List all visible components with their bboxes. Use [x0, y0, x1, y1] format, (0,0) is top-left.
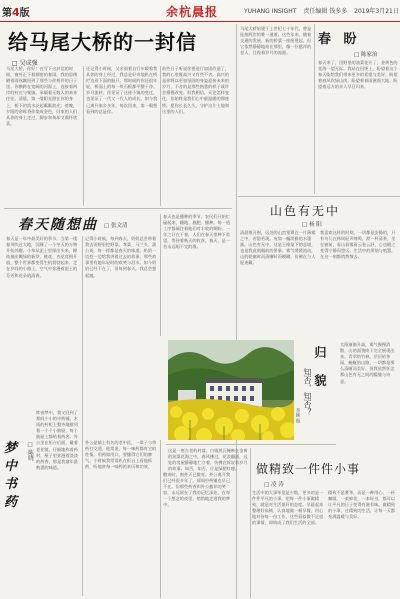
page-prefix: 第 [2, 8, 12, 19]
page-suffix: 版 [19, 8, 30, 19]
main-headline: 给马尾大桥的一封信 [8, 30, 197, 54]
caption-subtitle: 知否，知否？ [303, 368, 312, 416]
main-byline: □ 吴成强 [12, 60, 38, 67]
issue-date: 2019年3月21日 [354, 8, 399, 15]
village-canola-photo [168, 340, 294, 440]
right-top-text: 马尾大桥始建于上世纪七十年代，曾是连接两岸的唯一通道。这些年来，随着交通的发展，新的桥梁一座座建起，但它依然静静地站在那里，像一位慈祥的老人，注视着岁月的流逝。 [240, 26, 312, 56]
main-article-col-1: 马尾大桥，你好！在写下这封信的时候，窗外正下着细密的春雨，我的思绪随着雨丝飘回到了那些与你相伴的日子里。你横跨在宽阔的河面上，连接着两岸的村庄与集镇，承载着无数人的来来往往。清晨，第一缕阳光照在你的身上，桥下的流水泛起粼粼波光；傍晚，夕阳的余晖将你染成金色，归家的人们从你的身上走过，脚步匆匆却又满怀欣喜。 [6, 66, 78, 126]
zuojingzhi-col-1: 生活中的大事毕竟是少数，更多的是一件件平凡的小事。把每一件小事做精致，就是对生活最好的态度。早晨起来整理好床铺，认真地做一顿早餐，用心地对待每一份工作，这些看似微不足道的事情，却构成了我们生活的全部。 [252, 490, 324, 526]
main-article-col-2: 还记得小时候，父亲骑着自行车载着我从你的身上经过，我总是好奇地趴在桥栏边看下面的船只。那时候的你还很年轻，桥面上的每一块石板都平整干净。岁月流转，你见证了这座小镇的变迁，也见证了一代又一代人的成长。如今我已离开家乡多年，每次回来，第一眼想看到的总是你。 [86, 66, 158, 114]
zuojingzhi-author: □ 凌 涛 [264, 482, 284, 488]
header-meta [244, 6, 400, 15]
main-article-col-3: 前些日子听说你要进行加固改造了，我的心里既高兴又有些不舍。高兴的是你将以更加坚固的身姿迎接未来的岁月，不舍的是那些熟悉的样子或许会慢慢改变。但我相信，无论怎样变化，你始终是我们心中最温暖的那座桥。愿你长长久久，守护这片土地和这里的人们。 [162, 66, 230, 114]
chunpan-title: 春 盼 [318, 32, 361, 47]
dream-col-1: 昨夜梦中，我又回到了那间小小的中药铺。木质的药柜上整齐地排列着一个个小抽屉，每个抽屉上都贴着药名。外公坐在柜台后面，戴着老花镜，仔细地称着药材。屋子里弥漫着淡淡的药香，那是我童年最熟悉的味道。 [36, 410, 78, 470]
editor-credit: 责任编辑 钱多多 [303, 8, 348, 15]
chunpan-text: 春天来了，田野里的油菜花开了，金黄色的花海一望无际。我站在田埂上，盼望着这个春天能给我们带来更多的希望与美好。盼望着春风吹绿山岗，盼望着春雨滋润大地，盼望着远方的亲人早日归来。 [318, 60, 398, 90]
zuojingzhi-title: 做精致一件件小事 [256, 462, 361, 476]
shanse-col-3: 太阳渐渐升高，雾气慢慢消散，山的面貌终于完全展现出来。青翠的竹林，层层的茶园，蜿蜒的山路，一切都是那么清晰而美好。但我依然怀念那山色有无之间的朦胧与诗意。 [340, 342, 395, 384]
spring-title: 春天随想曲 [18, 217, 98, 233]
zuojingzhi-col-2: 精致不是奢华，而是一种用心。一杯咖啡，一束鲜花，一本好书，都可以让平凡的日子变得有滋有味。做精致的小事，过精致的生活，让每一天都充满温暖与美好。 [328, 490, 396, 520]
chunpan-author: □ 陈家治 [354, 52, 378, 58]
dream-col-3: 醒来时，窗外天已微亮。外公离开我们已经很多年了，那间中药铺也早已不在。但那些药香和外公慈祥的笑容，永远留在了我的记忆深处，在每一个想念的夜里，悄悄地走进我的梦中。 [163, 472, 231, 508]
shanse-col-1: 清晨推开窗，远处的山峦笼罩在一片薄雾之中，若隐若现，宛如一幅淡雅的水墨画。山色有无中，这是王维笔下的意境，也是我此刻眼前的景象。雾气缓缓流动，山的轮廓时而清晰时而模糊，仿佛在与人捉迷藏。 [240, 230, 316, 266]
spring-col-1: 春天是一年中最美好的季节。当第一缕春风吹过大地，沉睡了一个冬天的万物开始苏醒。小草从泥土里探出头来，柳枝抽出嫩绿的新芽，桃花、杏花竞相开放，整个世界都变得生机勃勃起来。走在乡间的小路上，空气中弥漫着泥土的芬芳和花朵的清香。 [6, 236, 78, 278]
page-header [0, 0, 400, 22]
spring-col-3: 春天也是播种的季节。农民们开始忙碌起来，翻地、施肥、播种，每一道工序都倾注着他们对丰收的期盼。一年之计在于春，人们在春天里种下希望，等待着秋天的收获。春天，是一首永远唱不完的歌。 [163, 214, 231, 250]
caption-credit: 李颖 摄 [295, 408, 300, 423]
spring-col-2: 记得小时候，每到春天，奶奶总会带着我去田野里挖野菜。荠菜、马兰头、蒲公英，每一样都是春天的味道。奶奶一边挖一边给我讲着过去的故事，那些故事里有她年轻时的欢笑与泪水。如今奶奶已经不在了，但每到春天，我总会想起她。 [85, 236, 157, 278]
spring-author: □ 张文清 [104, 223, 128, 229]
caption-title: 归 貌 [313, 346, 327, 393]
dream-col-2: 外公是镇上有名的老中医，一辈子与草药打交道。他常说，每一味药都有它的性情，用药如用兵，要懂得它们的脾气。小时候我常常趴在柜台上看他抓药，听他讲每一味药的来历和功效。 [85, 440, 157, 470]
shanse-col-2: 我喜欢这样的时刻，一切都是安静的，只有鸟儿在林间轻声啼鸣。沏一杯清茶，坐在窗前，看山看雾看云卷云舒，心也随之变得宁静而悠远。生活中的烦恼与喧嚣，在这一刻都悄然散去。 [320, 230, 396, 260]
page-number [2, 4, 30, 19]
caption-col-1: 这是一座古老的村落，白墙黑瓦掩映在金黄的油菜花海之中。春风拂过，花浪翻涌，远处的房屋静静地伫立着，仿佛在诉说着岁月的故事。知否，知否，应是绿肥红瘦。 [168, 448, 248, 472]
page-number-value: 4 [12, 6, 20, 19]
shanse-author: □ 杨 阳 [302, 222, 322, 228]
shanse-title: 山色有无中 [270, 204, 341, 218]
photo-caption [296, 340, 336, 442]
dream-title: 梦中书药 [4, 441, 18, 510]
section-name: YUHANG INSIGHT [244, 8, 297, 15]
dream-author: □ 陈晓 [27, 442, 33, 461]
newspaper-logo: 余杭晨报 [166, 5, 219, 19]
